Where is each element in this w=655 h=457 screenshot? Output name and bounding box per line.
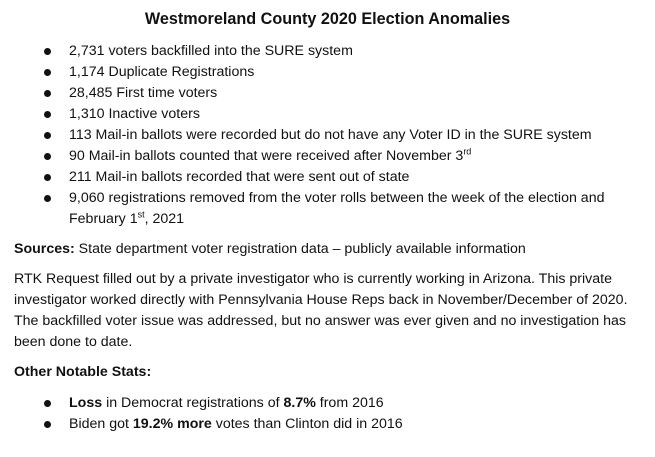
list-item: 1,310 Inactive voters: [44, 104, 641, 125]
list-item: 90 Mail-in ballots counted that were received after November 3rd: [44, 146, 641, 167]
list-item: 9,060 registrations removed from the voter rolls between the week of the election and February 1st, 2021: [44, 188, 641, 230]
superscript: rd: [463, 146, 472, 157]
list-item: 2,731 voters backfilled into the SURE system: [44, 41, 641, 62]
list-item: 28,485 First time voters: [44, 83, 641, 104]
document-title: Westmoreland County 2020 Election Anomalies: [144, 10, 511, 28]
list-item: 211 Mail-in ballots recorded that were sent out of state: [44, 167, 641, 188]
other-stats-list: [14, 393, 641, 435]
list-item: Biden got 19.2% more votes than Clinton did in 2016: [44, 414, 641, 435]
list-item: Loss in Democrat registrations of 8.7% from 2016: [44, 393, 641, 414]
superscript: st: [137, 209, 145, 220]
anomalies-list: [14, 41, 641, 230]
other-stats-heading: Other Notable Stats:: [14, 364, 152, 380]
list-item: 113 Mail-in ballots were recorded but do not have any Voter ID in the SURE system: [44, 125, 641, 146]
rtk-paragraph: RTK Request filled out by a private investigator who is currently working in Arizona. This private investigator worked directly with Pennsylvania House Reps back in November/December of 2020. The backfilled voter issue was addressed, but no answer was ever given and no investigation has been done to date.: [14, 271, 628, 350]
sources-line: [14, 239, 641, 260]
sources-text: State department voter registration data – publicly available information: [74, 241, 526, 257]
sources-label: Sources:: [14, 241, 75, 257]
list-item: 1,174 Duplicate Registrations: [44, 62, 641, 83]
